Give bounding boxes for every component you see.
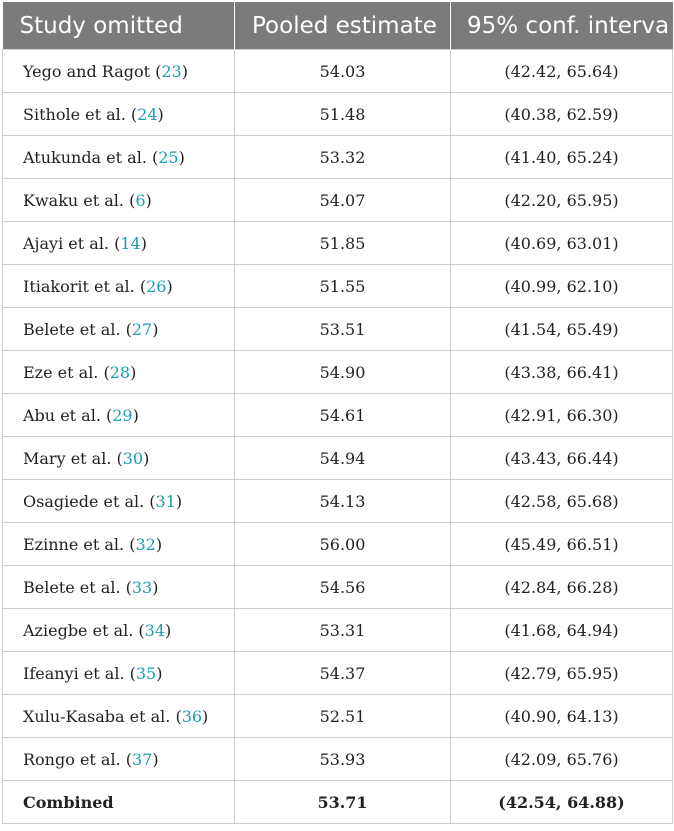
header-study-omitted: Study omitted: [3, 2, 235, 50]
confidence-interval-cell: (42.20, 65.95): [451, 179, 673, 222]
study-name: Osagiede et al.: [23, 491, 145, 511]
study-name: Eze et al.: [23, 362, 99, 382]
study-name: Kwaku et al.: [23, 190, 124, 210]
table-row: [3, 480, 673, 523]
reference-link[interactable]: 29: [112, 405, 133, 425]
reference-link[interactable]: 25: [158, 147, 179, 167]
table-row: [3, 523, 673, 566]
table-row: [3, 222, 673, 265]
header-row: [3, 2, 673, 50]
header-confidence-interval: 95% conf. interva: [451, 2, 673, 50]
reference-link[interactable]: 28: [109, 362, 131, 382]
table-row: [3, 437, 673, 480]
pooled-estimate-cell: 51.85: [235, 222, 451, 265]
study-name: Abu et al.: [23, 405, 101, 425]
combined-ci: (42.54, 64.88): [451, 781, 673, 824]
pooled-estimate-cell: 56.00: [235, 523, 451, 566]
pooled-estimate-cell: 53.32: [235, 136, 451, 179]
study-cell: Rongo et al. (37): [3, 738, 235, 781]
study-cell: Eze et al. (28): [3, 351, 235, 394]
study-name: Ezinne et al.: [23, 534, 125, 554]
reference-link[interactable]: 31: [155, 491, 176, 511]
study-cell: Belete et al. (27): [3, 308, 235, 351]
study-cell: Ezinne et al. (32): [3, 523, 235, 566]
combined-estimate: 53.71: [235, 781, 451, 824]
pooled-estimate-cell: 53.31: [235, 609, 451, 652]
confidence-interval-cell: (40.69, 63.01): [451, 222, 673, 265]
reference-link[interactable]: 35: [135, 663, 157, 683]
study-cell: Atukunda et al. (25): [3, 136, 235, 179]
study-cell: Sithole et al. (24): [3, 93, 235, 136]
table-row: [3, 50, 673, 93]
study-cell: Mary et al. (30): [3, 437, 235, 480]
pooled-estimate-cell: 54.94: [235, 437, 451, 480]
study-name: Ifeanyi et al.: [23, 663, 125, 683]
study-name: Belete et al.: [23, 319, 121, 339]
pooled-estimate-cell: 51.55: [235, 265, 451, 308]
study-name: Aziegbe et al.: [23, 620, 134, 640]
reference-link[interactable]: 37: [132, 749, 153, 769]
confidence-interval-cell: (40.99, 62.10): [451, 265, 673, 308]
confidence-interval-cell: (40.38, 62.59): [451, 93, 673, 136]
confidence-interval-cell: (42.58, 65.68): [451, 480, 673, 523]
confidence-interval-cell: (43.38, 66.41): [451, 351, 673, 394]
confidence-interval-cell: (42.91, 66.30): [451, 394, 673, 437]
confidence-interval-cell: (42.42, 65.64): [451, 50, 673, 93]
confidence-interval-cell: (40.90, 64.13): [451, 695, 673, 738]
study-name: Itiakorit et al.: [23, 276, 135, 296]
pooled-estimate-cell: 51.48: [235, 93, 451, 136]
pooled-estimate-cell: 54.07: [235, 179, 451, 222]
combined-label: Combined: [3, 781, 235, 824]
pooled-estimate-cell: 54.56: [235, 566, 451, 609]
reference-link[interactable]: 6: [135, 190, 146, 210]
pooled-estimate-cell: 52.51: [235, 695, 451, 738]
study-cell: Kwaku et al. (6): [3, 179, 235, 222]
table-row: [3, 136, 673, 179]
table-row: [3, 351, 673, 394]
table-body: [3, 50, 673, 781]
study-cell: Abu et al. (29): [3, 394, 235, 437]
confidence-interval-cell: (43.43, 66.44): [451, 437, 673, 480]
table-row: [3, 93, 673, 136]
study-cell: Aziegbe et al. (34): [3, 609, 235, 652]
study-name: Xulu-Kasaba et al.: [23, 706, 171, 726]
pooled-estimate-cell: 54.90: [235, 351, 451, 394]
reference-link[interactable]: 26: [146, 276, 167, 296]
reference-link[interactable]: 14: [120, 233, 141, 253]
pooled-estimate-cell: 53.51: [235, 308, 451, 351]
table-row: [3, 394, 673, 437]
study-cell: Ifeanyi et al. (35): [3, 652, 235, 695]
study-name: Ajayi et al.: [23, 233, 110, 253]
study-name: Mary et al.: [23, 448, 112, 468]
study-name: Yego and Ragot: [23, 61, 151, 81]
confidence-interval-cell: (45.49, 66.51): [451, 523, 673, 566]
confidence-interval-cell: (42.09, 65.76): [451, 738, 673, 781]
pooled-estimate-cell: 54.03: [235, 50, 451, 93]
reference-link[interactable]: 23: [161, 61, 182, 81]
reference-link[interactable]: 24: [137, 104, 158, 124]
reference-link[interactable]: 32: [135, 534, 156, 554]
study-name: Belete et al.: [23, 577, 121, 597]
study-cell: Ajayi et al. (14): [3, 222, 235, 265]
study-cell: Itiakorit et al. (26): [3, 265, 235, 308]
confidence-interval-cell: (41.40, 65.24): [451, 136, 673, 179]
table-row: [3, 308, 673, 351]
combined-row: [3, 781, 673, 824]
study-cell: Yego and Ragot (23): [3, 50, 235, 93]
table-row: [3, 265, 673, 308]
table-row: [3, 652, 673, 695]
reference-link[interactable]: 33: [131, 577, 153, 597]
table-row: [3, 566, 673, 609]
pooled-estimate-cell: 53.93: [235, 738, 451, 781]
pooled-estimate-cell: 54.37: [235, 652, 451, 695]
reference-link[interactable]: 36: [181, 706, 203, 726]
header-pooled-estimate: Pooled estimate: [235, 2, 451, 50]
reference-link[interactable]: 34: [144, 620, 166, 640]
study-name: Atukunda et al.: [23, 147, 147, 167]
study-cell: Belete et al. (33): [3, 566, 235, 609]
study-name: Rongo et al.: [23, 749, 121, 769]
table-row: [3, 695, 673, 738]
table-row: [3, 609, 673, 652]
pooled-estimate-cell: 54.61: [235, 394, 451, 437]
sensitivity-table: [2, 2, 673, 824]
study-name: Sithole et al.: [23, 104, 126, 124]
study-cell: Xulu-Kasaba et al. (36): [3, 695, 235, 738]
study-cell: Osagiede et al. (31): [3, 480, 235, 523]
confidence-interval-cell: (42.79, 65.95): [451, 652, 673, 695]
confidence-interval-cell: (41.54, 65.49): [451, 308, 673, 351]
confidence-interval-cell: (41.68, 64.94): [451, 609, 673, 652]
confidence-interval-cell: (42.84, 66.28): [451, 566, 673, 609]
reference-link[interactable]: 27: [131, 319, 153, 339]
pooled-estimate-cell: 54.13: [235, 480, 451, 523]
table-row: [3, 738, 673, 781]
reference-link[interactable]: 30: [122, 448, 144, 468]
table-row: [3, 179, 673, 222]
